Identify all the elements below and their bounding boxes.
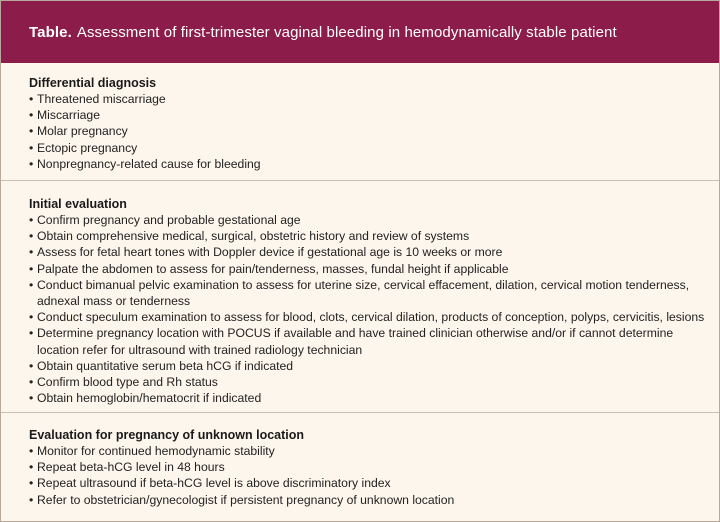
- list-item: • Assess for fetal heart tones with Doppler device if gestational age is 10 weeks or more: [29, 244, 705, 260]
- bullet-list: [29, 91, 705, 172]
- list-item: • Confirm pregnancy and probable gestational age: [29, 212, 705, 228]
- list-item: • Repeat beta-hCG level in 48 hours: [29, 459, 705, 475]
- list-item: • Repeat ultrasound if beta-hCG level is above discriminatory index: [29, 475, 705, 491]
- list-item: • Obtain hemoglobin/hematocrit if indicated: [29, 390, 705, 406]
- list-item: • Conduct bimanual pelvic examination to assess for uterine size, cervical effacement, dilation, cervical motion tenderness, adnexal mass or tenderness: [29, 277, 705, 309]
- list-item: • Obtain comprehensive medical, surgical, obstetric history and review of systems: [29, 228, 705, 244]
- list-item: • Nonpregnancy-related cause for bleeding: [29, 156, 705, 172]
- section-initial-evaluation: [1, 181, 719, 413]
- section-title: Initial evaluation: [29, 197, 127, 211]
- list-item: • Miscarriage: [29, 107, 705, 123]
- table-header: [1, 1, 719, 63]
- section-pregnancy-unknown-location: [1, 413, 719, 514]
- bullet-list: [29, 212, 705, 406]
- list-item: • Palpate the abdomen to assess for pain/tenderness, masses, fundal height if applicable: [29, 261, 705, 277]
- section-differential-diagnosis: [1, 63, 719, 181]
- list-item: • Ectopic pregnancy: [29, 140, 705, 156]
- list-item: • Obtain quantitative serum beta hCG if indicated: [29, 358, 705, 374]
- section-title: Evaluation for pregnancy of unknown location: [29, 428, 305, 442]
- list-item: • Threatened miscarriage: [29, 91, 705, 107]
- list-item: • Confirm blood type and Rh status: [29, 374, 705, 390]
- table-label: Table.: [29, 23, 72, 41]
- section-title: Differential diagnosis: [29, 76, 157, 90]
- list-item: • Determine pregnancy location with POCUS if available and have trained clinician otherwise and/or if cannot determine location refer for ultrasound with trained radiology technician: [29, 325, 705, 357]
- table-title: Assessment of first-trimester vaginal bleeding in hemodynamically stable patient: [76, 23, 617, 41]
- bullet-list: [29, 443, 705, 508]
- list-item: • Monitor for continued hemodynamic stability: [29, 443, 705, 459]
- list-item: • Molar pregnancy: [29, 123, 705, 139]
- list-item: • Conduct speculum examination to assess for blood, clots, cervical dilation, products of conception, polyps, cervicitis, lesions: [29, 309, 705, 325]
- list-item: • Refer to obstetrician/gynecologist if persistent pregnancy of unknown location: [29, 492, 705, 508]
